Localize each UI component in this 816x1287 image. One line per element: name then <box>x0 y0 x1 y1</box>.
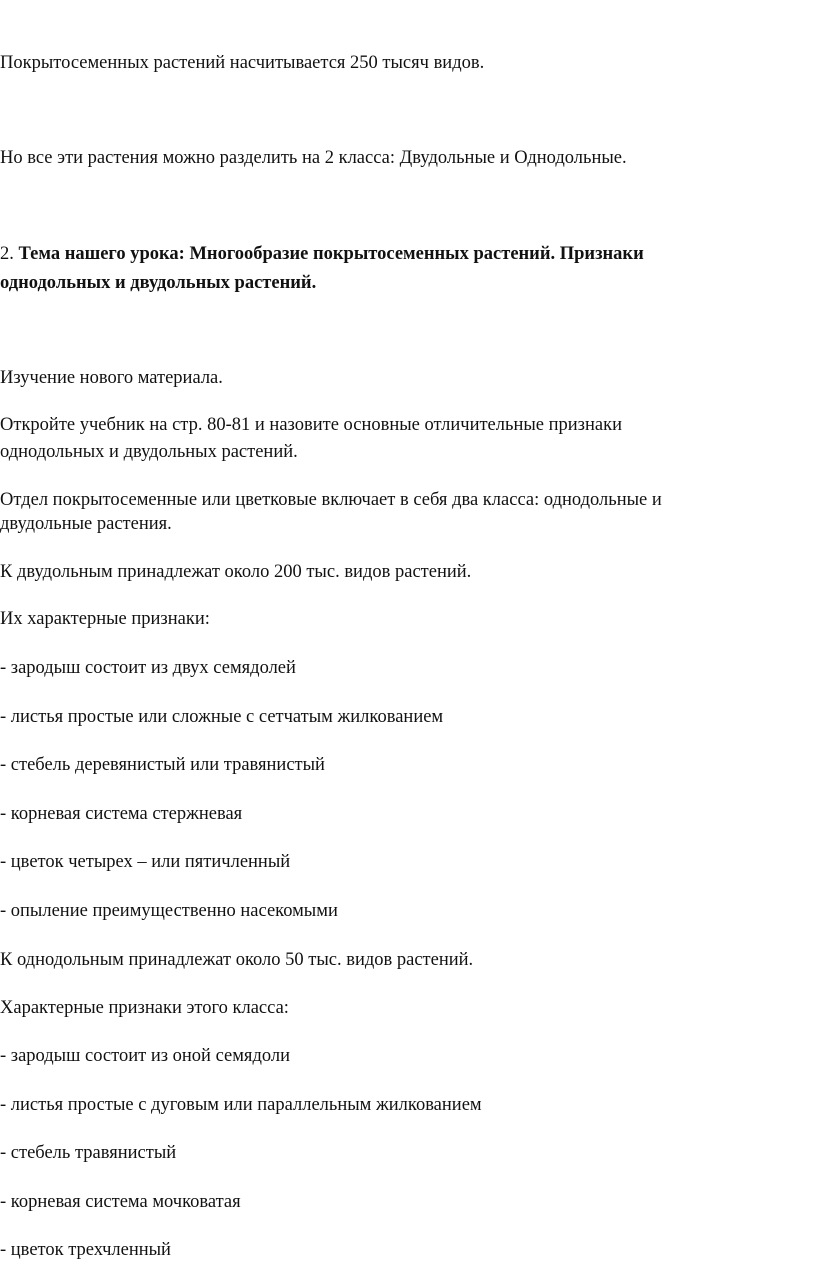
division-line-2: двудольные растения. <box>0 514 172 534</box>
dicot-intro: К двудольным принадлежат около 200 тыс. видов растений. <box>0 562 472 582</box>
topic-title-part-1: Тема нашего урока: Многообразие покрытосеменных растений. Признаки <box>18 244 644 264</box>
topic-title-part-2: однодольных и двудольных растений. <box>0 273 317 293</box>
paragraph-two-classes: Но все эти растения можно разделить на 2 класса: Двудольные и Однодольные. <box>0 148 627 168</box>
dicot-feature-item: - стебель деревянистый или травянистый <box>0 755 325 775</box>
textbook-instruction-line-1: Откройте учебник на стр. 80-81 и назовите основные отличительные признаки <box>0 415 622 435</box>
dicot-feature-item: - опыление преимущественно насекомыми <box>0 901 338 921</box>
topic-number: 2. <box>0 244 19 264</box>
dicot-feature-item: - листья простые или сложные с сетчатым жилкованием <box>0 707 444 727</box>
division-line-1: Отдел покрытосеменные или цветковые включает в себя два класса: однодольные и <box>0 490 662 510</box>
monocot-feature-item: - зародыш состоит из оной семядоли <box>0 1046 290 1066</box>
topic-line-1 <box>0 240 800 269</box>
monocot-features-heading: Характерные признаки этого класса: <box>0 998 289 1018</box>
dicot-feature-item: - зародыш состоит из двух семядолей <box>0 658 296 678</box>
monocot-intro: К однодольным принадлежат около 50 тыс. видов растений. <box>0 950 474 970</box>
dicot-features-heading: Их характерные признаки: <box>0 609 210 629</box>
dicot-feature-item: - корневая система стержневая <box>0 804 243 824</box>
new-material-heading: Изучение нового материала. <box>0 368 223 388</box>
dicot-feature-item: - цветок четырех – или пятичленный <box>0 852 291 872</box>
monocot-feature-item: - листья простые с дуговым или параллельным жилкованием <box>0 1095 482 1115</box>
monocot-feature-item: - стебель травянистый <box>0 1143 177 1163</box>
paragraph-species-count: Покрытосеменных растений насчитывается 250 тысяч видов. <box>0 53 485 73</box>
monocot-feature-item: - корневая система мочковатая <box>0 1192 241 1212</box>
textbook-instruction-line-2: однодольных и двудольных растений. <box>0 442 298 462</box>
monocot-feature-item: - цветок трехчленный <box>0 1240 171 1260</box>
